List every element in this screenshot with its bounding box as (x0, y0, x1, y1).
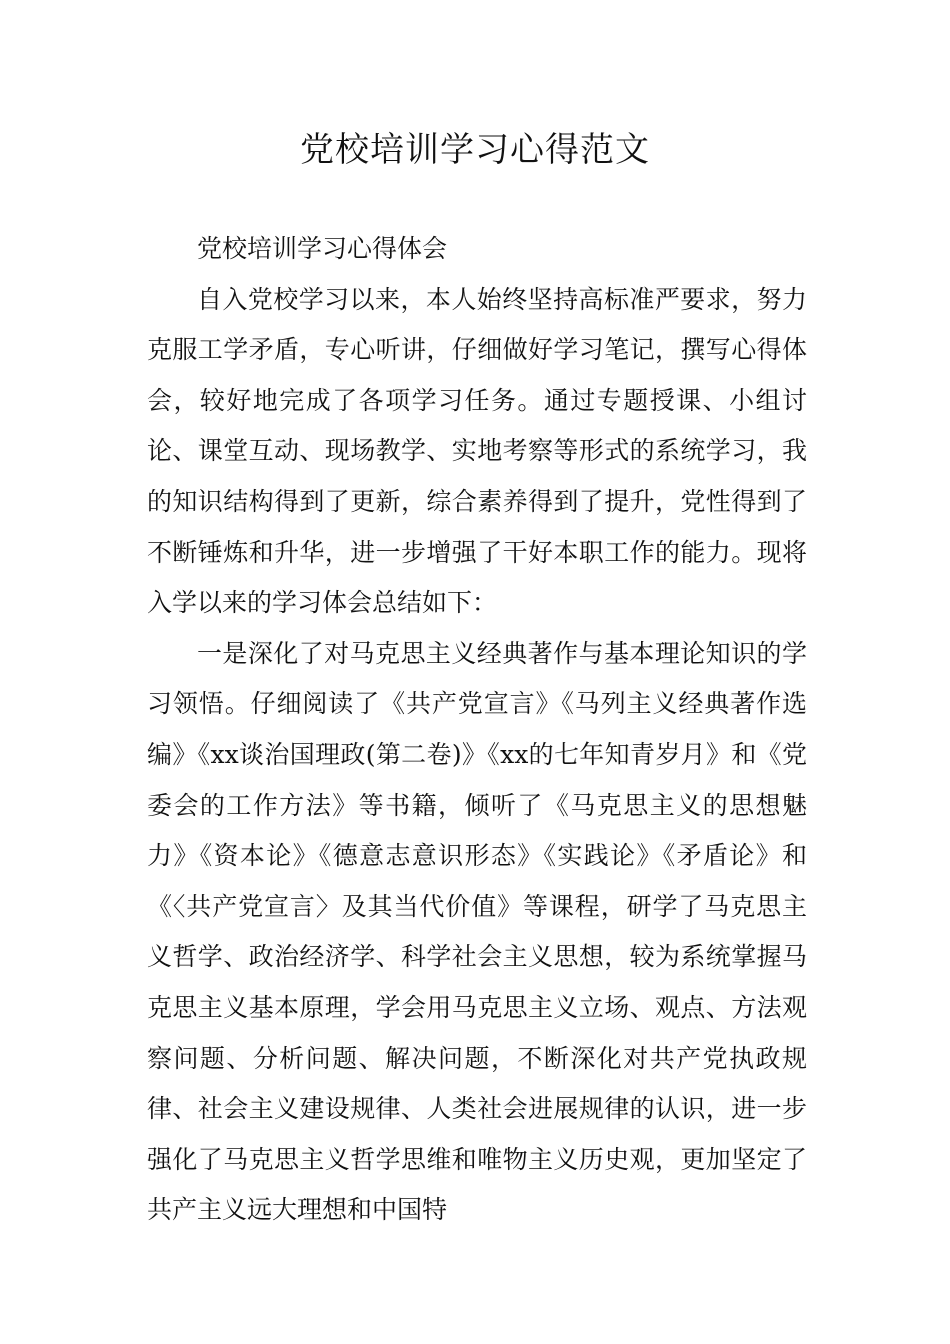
document-body (147, 224, 807, 1236)
body-paragraph: 自入党校学习以来，本人始终坚持高标准严要求，努力克服工学矛盾，专心听讲，仔细做好学习笔记，撰写心得体会，较好地完成了各项学习任务。通过专题授课、小组讨论、课堂互动、现场教学、实地考察等形式的系统学习，我的知识结构得到了更新，综合素养得到了提升，党性得到了不断锤炼和升华，进一步增强了干好本职工作的能力。现将入学以来的学习体会总结如下： (147, 284, 807, 618)
subtitle-paragraph: 党校培训学习心得体会 (197, 234, 448, 263)
document-title: 党校培训学习心得范文 (300, 130, 650, 170)
body-paragraph: 一是深化了对马克思主义经典著作与基本理论知识的学习领悟。仔细阅读了《共产党宣言》《马列主义经典著作选编》《xx谈治国理政(第二卷)》《xx的七年知青岁月》和《党委会的工作方法》等书籍，倾听了《马克思主义的思想魅力》《资本论》《德意志意识形态》《实践论》《矛盾论》和《〈共产党宣言〉及其当代价值》等课程，研学了马克思主义哲学、政治经济学、科学社会主义思想，较为系统掌握马克思主义基本原理，学会用马克思主义立场、观点、方法观察问题、分析问题、解决问题，不断深化对共产党执政规律、社会主义建设规律、人类社会进展规律的认识，进一步强化了马克思主义哲学思维和唯物主义历史观，更加坚定了共产主义远大理想和中国特 (147, 638, 807, 1225)
